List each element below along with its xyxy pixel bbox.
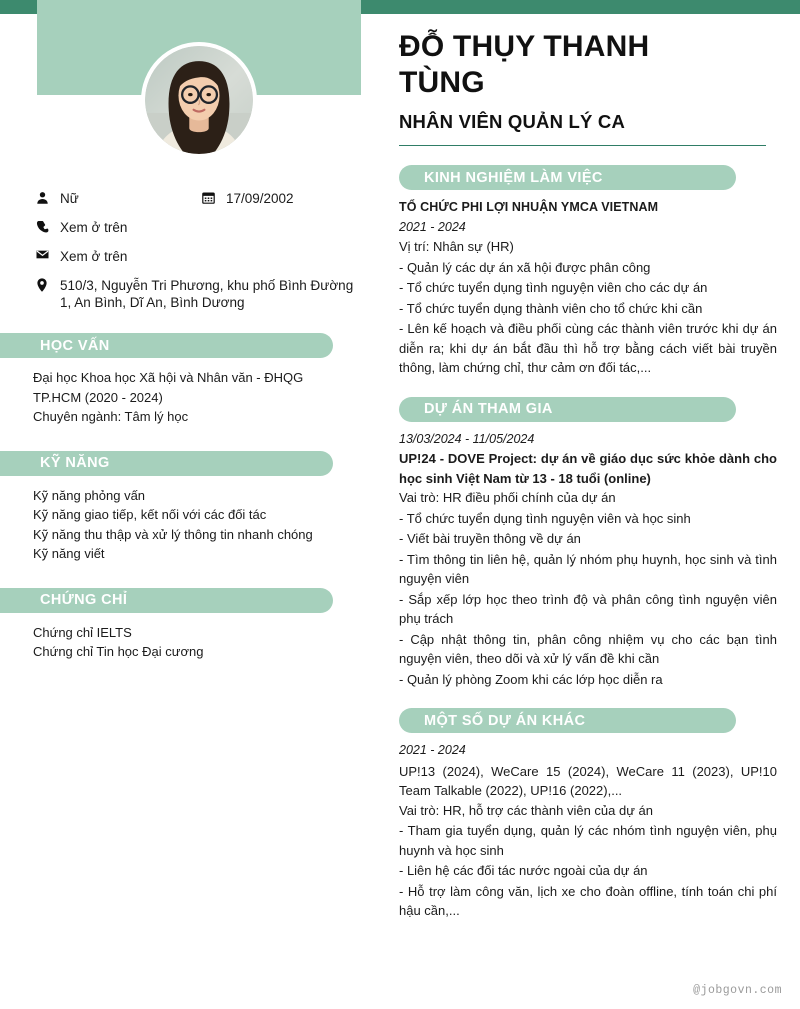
experience-role: Vị trí: Nhân sự (HR) [399, 239, 514, 254]
experience-bullet: - Tổ chức tuyển dụng tình nguyện viên cho các dự án [399, 280, 708, 295]
certificate-item: Chứng chỉ IELTS [33, 624, 132, 640]
skill-item: Kỹ năng phỏng vấn [33, 487, 146, 503]
section-projects [390, 397, 790, 690]
section-experience-body [399, 198, 777, 378]
phone-icon [33, 219, 51, 233]
project-bullet: - Sắp xếp lớp học theo trình độ và phân công tình nguyện viên phụ trách [399, 591, 777, 626]
section-education-body [0, 358, 372, 427]
project-bullet: - Quản lý phòng Zoom khi các lớp học diễn ra [399, 671, 663, 687]
contact-address [33, 277, 363, 311]
location-pin-icon [33, 277, 51, 292]
contact-list [0, 190, 372, 311]
avatar [141, 42, 257, 158]
section-skills [0, 451, 372, 564]
experience-bullet: - Tổ chức tuyển dụng thành viên cho tổ chức khi cần [399, 300, 703, 316]
skill-item: Kỹ năng viết [33, 546, 105, 561]
page-title: ĐỖ THỤY THANH TÙNG [399, 30, 650, 99]
section-experience [390, 165, 790, 378]
section-other-projects-title: MỘT SỐ DỰ ÁN KHÁC [399, 708, 736, 733]
footer-watermark: @jobgovn.com [693, 984, 782, 997]
section-education-title: HỌC VẤN [0, 333, 333, 358]
other-project-bullet: - Tham gia tuyển dụng, quản lý các nhóm tình nguyện viên, phụ huynh và học sinh [399, 823, 777, 858]
contact-gender-cell [33, 190, 199, 207]
skill-item: Kỹ năng giao tiếp, kết nối với các đối tác [33, 507, 267, 522]
contact-birthday-value: 17/09/2002 [226, 191, 294, 206]
contact-top-row [33, 190, 372, 207]
contact-gender [33, 190, 199, 207]
education-line: Đại học Khoa học Xã hội và Nhân văn - ĐHQG TP.HCM (2020 - 2024) [33, 370, 304, 405]
education-line: Chuyên ngành: Tâm lý học [33, 409, 189, 424]
project-bullet: - Tìm thông tin liên hệ, quản lý nhóm phụ huynh, học sinh và tình nguyện viên [399, 551, 777, 586]
contact-birthday [199, 190, 372, 207]
experience-bullet: - Lên kế hoạch và điều phối cùng các thành viên trước khi dự án diễn ra; khi dự án bắt đầu thì hỗ trợ bằng cách viết bài truyền thông, làm chứng chỉ, thư cảm ơn đối tác,... [399, 321, 777, 375]
right-column [390, 0, 790, 921]
header-divider [399, 145, 766, 146]
other-project-bullet: - Liên hệ các đối tác nước ngoài của dự án [399, 863, 648, 878]
other-project-role: Vai trò: HR, hỗ trợ các thành viên của dự án [399, 802, 654, 818]
experience-bullet: - Quản lý các dự án xã hội được phân công [399, 259, 651, 275]
project-role: Vai trò: HR điều phối chính của dự án [399, 490, 616, 505]
project-bullet: - Cập nhật thông tin, phân công nhiệm vụ cho các bạn tình nguyện viên, theo dõi và xử lý vấn đề khi cần [399, 631, 777, 666]
project-title: UP!24 - DOVE Project: dự án về giáo dục sức khỏe dành cho học sinh Việt Nam từ 13 - 18 tuổi (online) [399, 451, 777, 486]
other-project-list: UP!13 (2024), WeCare 15 (2024), WeCare 11 (2023), UP!10 Team Talkable (2022), UP!16 (2022),... [399, 763, 777, 798]
left-column [0, 190, 372, 662]
certificate-item: Chứng chỉ Tin học Đại cương [33, 644, 204, 659]
envelope-icon [33, 248, 51, 260]
project-dates: 13/03/2024 - 11/05/2024 [399, 431, 535, 446]
experience-org: TỔ CHỨC PHI LỢI NHUẬN YMCA VIETNAM [399, 200, 659, 214]
project-bullet: - Viết bài truyền thông về dự án [399, 531, 581, 546]
section-education [0, 333, 372, 427]
section-skills-title: KỸ NĂNG [0, 451, 333, 476]
contact-birthday-cell [199, 190, 372, 207]
project-bullet: - Tổ chức tuyển dụng tình nguyện viên và học sinh [399, 510, 691, 526]
other-project-dates: 2021 - 2024 [399, 743, 466, 757]
portrait-photo-icon [145, 46, 253, 154]
section-skills-body [0, 476, 372, 564]
section-projects-body [399, 430, 777, 690]
section-projects-title: DỰ ÁN THAM GIA [399, 397, 736, 422]
section-other-projects-body [399, 741, 777, 921]
section-certificates-title: CHỨNG CHỈ [0, 588, 333, 613]
contact-email [33, 248, 372, 265]
contact-phone [33, 219, 372, 236]
other-project-bullet: - Hỗ trợ làm công văn, lịch xe cho đoàn offline, tính toán chi phí hậu cần,... [399, 883, 777, 918]
section-certificates [0, 588, 372, 662]
contact-address-value: 510/3, Nguyễn Tri Phương, khu phố Bình Đường 1, An Bình, Dĩ An, Bình Dương [60, 278, 354, 310]
section-experience-title: KINH NGHIỆM LÀM VIỆC [399, 165, 736, 190]
avatar-photo [145, 46, 253, 154]
contact-phone-value: Xem ở trên [60, 220, 128, 235]
contact-gender-value: Nữ [60, 191, 79, 206]
job-role-title: NHÂN VIÊN QUẢN LÝ CA [399, 111, 626, 132]
section-other-projects [390, 708, 790, 921]
calendar-icon [199, 190, 217, 204]
person-icon [33, 190, 51, 205]
contact-email-value: Xem ở trên [60, 249, 128, 264]
skill-item: Kỹ năng thu thập và xử lý thông tin nhanh chóng [33, 526, 313, 542]
section-certificates-body [0, 613, 372, 662]
experience-dates: 2021 - 2024 [399, 219, 466, 234]
